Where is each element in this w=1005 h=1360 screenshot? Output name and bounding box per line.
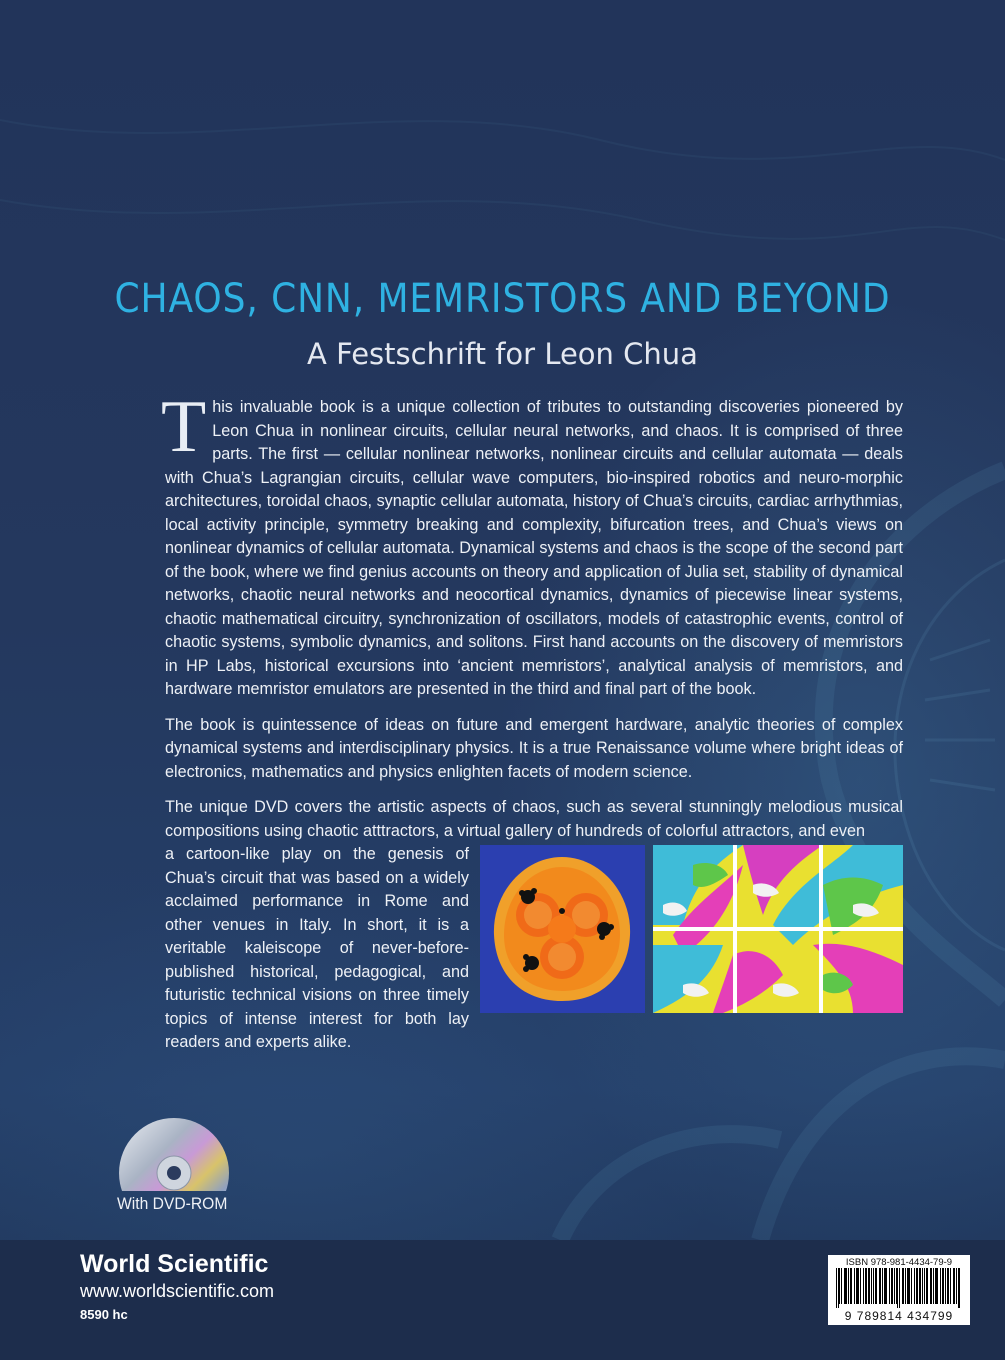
publisher-name: World Scientific [80,1250,269,1278]
barcode-bar [841,1268,842,1304]
barcode-bar [891,1268,892,1304]
barcode-bar [897,1268,898,1308]
barcode-bar [899,1268,900,1308]
barcode-bar [930,1268,931,1304]
barcode-bar [917,1268,918,1304]
barcode-bar [924,1268,925,1304]
blurb-paragraph-1 [161,386,903,702]
barcode-bar [875,1268,876,1304]
barcode-bar [882,1268,883,1304]
isbn-barcode [828,1255,970,1325]
barcode-bar [858,1268,859,1304]
book-subtitle: A Festschrift for Leon Chua [307,337,698,371]
barcode-bar [869,1268,870,1304]
barcode-bar [879,1268,880,1304]
book-title: CHAOS, CNN, MEMRISTORS AND BEYOND [114,276,891,322]
illustrations [480,845,903,1055]
barcode-bar [958,1268,959,1308]
barcode-bar [845,1268,846,1304]
barcode-bar [908,1268,909,1304]
barcode-bar [851,1268,852,1304]
barcode-bar [885,1268,886,1304]
barcode-bars [836,1268,962,1308]
barcode-bar [846,1268,847,1304]
isbn-number: ISBN 978-981-4434-79-9 [845,1257,953,1268]
barcode-bar [857,1268,858,1304]
barcode-bar [866,1268,867,1304]
barcode-bar [959,1268,960,1308]
barcode-bar [902,1268,903,1304]
barcode-bar [863,1268,864,1304]
barcode-bar [844,1268,845,1304]
barcode-bar [916,1268,917,1304]
barcode-bar [868,1268,869,1304]
barcode-bar [940,1268,941,1304]
barcode-bar [943,1268,944,1304]
barcode-bar [914,1268,915,1304]
publisher-website: www.worldscientific.com [80,1281,275,1301]
barcode-bar [926,1268,927,1304]
barcode-bar [903,1268,904,1304]
barcode-bar [945,1268,946,1304]
barcode-bar [896,1268,897,1304]
barcode-bar [865,1268,866,1304]
barcode-digits: 9 789814 434799 [844,1309,954,1323]
barcode-bar [911,1268,912,1304]
barcode-bar [935,1268,936,1304]
barcode-bar [854,1268,855,1304]
barcode-bar [892,1268,893,1304]
barcode-bar [860,1268,861,1304]
blurb [161,386,903,1055]
product-code: 8590 hc [80,1307,128,1322]
julia-set-image [480,845,645,1013]
barcode-bar [947,1268,948,1304]
cellular-automata-image [653,845,903,1013]
barcode-bar [931,1268,932,1304]
dvd-disc-icon [118,1117,230,1191]
barcode-bar [836,1268,837,1308]
barcode-bar [894,1268,895,1304]
barcode-bar [905,1268,906,1304]
barcode-bar [942,1268,943,1304]
barcode-bar [839,1268,840,1304]
paragraph-1-text: his invaluable book is a unique collection of tributes to outstanding discoveries pioneered by Leon Chua in nonlinear circuits, cellular neural networks, and chaos. It is comprised of three parts. The first — cellular nonlinear networks, nonlinear circuits and cellular automata — deals with Chua’s Lagrangian circuits, cellular wave computers, bio-inspired robotics and neuro-morphic architectures, toroidal chaos, synaptic cellular automata, history of Chua’s circuits, cardiac arrhythmias, local activity principle, symmetry breaking and complexity, bifurcation trees, and Chua’s views on nonlinear dynamics of cellular automata. Dynamical systems and chaos is the scope of the second part of the book, where we find genius accounts on theory and application of Julia set, stability of dynamical networks, chaotic neural networks and neocortical dynamics, dynamics of piecewise linear systems, chaotic mathematical circuitry, synchronization of oscillators, models of catastrophic events, control of chaotic systems, symbolic dynamics, and solitons. First hand accounts on the discovery of memristors in HP Labs, historical excursions into ‘ancient memristors’, analytical analysis of memristors, and hardware memristor emulators are presented in the third and final part of the book. [165,398,903,698]
barcode-bar [919,1268,920,1304]
barcode-bar [886,1268,887,1304]
barcode-bar [927,1268,928,1304]
barcode-bar [850,1268,851,1304]
barcode-bar [956,1268,957,1304]
blurb-paragraph-3-continued: a cartoon-like play on the genesis of Chua’s circuit that was based on a widely acclaimed performance in Rome and other venues in Italy. In short, it is a veritable kaleiscope of never-before-published historical, pedagogical, and futuristic technical visions on three timely topics of intense interest for both lay readers and experts alike. [165,845,469,1051]
barcode-bar [889,1268,890,1304]
drop-cap: T [161,386,207,468]
barcode-bar [953,1268,954,1304]
barcode-bar [922,1268,923,1304]
barcode-bar [933,1268,934,1304]
barcode-bar [954,1268,955,1304]
barcode-bar [848,1268,849,1304]
barcode-bar [936,1268,937,1304]
blurb-paragraph-3-lead: The unique DVD covers the artistic aspects of chaos, such as several stunningly melodious musical compositions using chaotic atttractors, a virtual gallery of hundreds of colorful attractors, and even [165,798,903,840]
barcode-bar [884,1268,885,1304]
barcode-bar [909,1268,910,1304]
barcode-bar [871,1268,872,1304]
barcode-bar [876,1268,877,1304]
barcode-bar [856,1268,857,1304]
barcode-bar [937,1268,938,1304]
barcode-bar [920,1268,921,1304]
barcode-bar [948,1268,949,1304]
barcode-bar [950,1268,951,1304]
dvd-label: With DVD-ROM [117,1194,228,1213]
barcode-bar [880,1268,881,1304]
barcode-bar [838,1268,839,1308]
blurb-paragraph-2: The book is quintessence of ideas on future and emergent hardware, analytic theories of complex dynamical systems and interdisciplinary physics. It is a true Renaissance volume where bright ideas of electronics, mathematics and physics enlighten facets of modern science. [165,715,903,781]
barcode-bar [873,1268,874,1304]
barcode-bar [907,1268,908,1304]
